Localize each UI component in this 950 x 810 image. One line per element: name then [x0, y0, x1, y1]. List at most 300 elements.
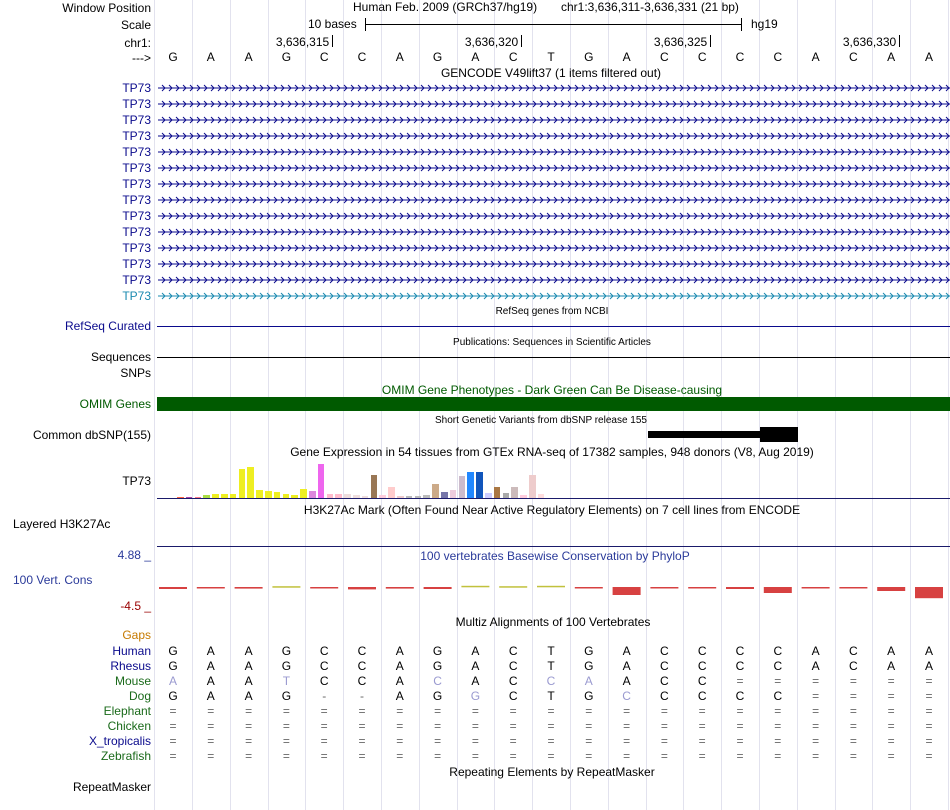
alignment-base: C — [660, 674, 669, 688]
gaps-label: Gaps — [122, 628, 151, 642]
gencode-transcript-label[interactable]: TP73 — [122, 81, 151, 95]
alignment-base: C — [319, 659, 329, 673]
gencode-transcript-label[interactable]: TP73 — [122, 113, 151, 127]
coordinate-tick — [332, 35, 333, 47]
coordinate-tick — [521, 35, 522, 47]
reference-base: C — [660, 50, 669, 64]
common-dbsnp-label[interactable]: Common dbSNP(155) — [32, 428, 151, 442]
scale-label: Scale — [120, 18, 151, 32]
alignment-base: C — [357, 644, 367, 658]
alignment-base: C — [773, 689, 783, 703]
alignment-base: = — [509, 704, 517, 718]
conservation-score-mark[interactable] — [461, 586, 489, 588]
conservation-min-label: -4.5 _ — [120, 599, 151, 613]
reference-base: G — [584, 50, 594, 64]
strand-arrows — [158, 227, 950, 237]
conservation-max-label: 4.88 _ — [117, 548, 151, 562]
alignment-base: T — [282, 674, 291, 688]
gtex-title: Gene Expression in 54 tissues from GTEx RNA-seq of 17382 samples, 948 donors (V8, Aug 2019) — [290, 445, 814, 459]
gencode-transcript-label[interactable]: TP73 — [122, 145, 151, 159]
conservation-score-mark[interactable] — [310, 587, 338, 589]
alignment-base: = — [774, 704, 782, 718]
alignment-base: = — [887, 704, 895, 718]
alignment-base: G — [470, 689, 481, 703]
conservation-score-mark[interactable] — [348, 587, 376, 589]
alignment-base: = — [358, 704, 366, 718]
alignment-base: C — [357, 659, 367, 673]
dbsnp-variant-thin[interactable] — [648, 431, 761, 438]
alignment-base: C — [849, 644, 858, 658]
coordinate-tick — [710, 35, 711, 47]
alignment-base: A — [395, 659, 404, 673]
conservation-score-mark[interactable] — [537, 586, 565, 588]
strand-arrows — [158, 211, 950, 221]
gencode-transcript[interactable] — [158, 243, 950, 253]
reference-base: C — [697, 50, 707, 64]
alignment-base: = — [849, 719, 857, 733]
alignment-base: = — [320, 719, 328, 733]
gtex-tissue-bar[interactable] — [239, 469, 246, 498]
omim-genes-label[interactable]: OMIM Genes — [79, 397, 151, 411]
position-readout: chr1:3,636,311-3,636,331 (21 bp) — [561, 0, 739, 14]
species-label[interactable]: Chicken — [107, 719, 151, 733]
conservation-score-mark[interactable] — [915, 587, 943, 598]
alignment-base: A — [206, 659, 215, 673]
alignment-base: = — [887, 689, 895, 703]
conservation-score-mark[interactable] — [650, 587, 678, 589]
reference-base: C — [357, 50, 367, 64]
gencode-transcript[interactable] — [158, 131, 950, 141]
alignment-base: = — [169, 719, 177, 733]
alignment-base: = — [434, 704, 442, 718]
alignment-base: = — [698, 749, 706, 763]
gtex-tissue-bar[interactable] — [247, 467, 254, 498]
dbsnp-title: Short Genetic Variants from dbSNP release 155 — [435, 415, 647, 426]
strand-arrows — [158, 291, 950, 301]
strand-arrows — [158, 163, 950, 173]
gencode-transcript-label[interactable]: TP73 — [122, 209, 151, 223]
conservation-score-mark[interactable] — [613, 587, 641, 595]
alignment-base: = — [245, 704, 253, 718]
alignment-base: C — [735, 644, 745, 658]
strand-arrows — [158, 147, 950, 157]
alignment-base: = — [623, 749, 631, 763]
alignment-base: A — [395, 689, 404, 703]
alignment-base: C — [508, 689, 518, 703]
reference-base: A — [924, 50, 933, 64]
gencode-transcript[interactable] — [158, 227, 950, 237]
gencode-transcript-label[interactable]: TP73 — [122, 241, 151, 255]
alignment-base: G — [281, 689, 292, 703]
alignment-base: = — [434, 734, 442, 748]
alignment-base: A — [244, 689, 253, 703]
alignment-base: G — [281, 659, 292, 673]
strand-arrow-path — [158, 197, 950, 203]
alignment-base: = — [849, 674, 857, 688]
scale-bar-left-cap — [365, 18, 366, 31]
publications-line — [157, 357, 950, 358]
alignment-base: C — [773, 659, 783, 673]
gencode-transcript-label[interactable]: TP73 — [122, 129, 151, 143]
alignment-base: G — [584, 644, 594, 658]
coordinate-label: 3,636,320 — [464, 35, 519, 49]
alignment-base: G — [584, 689, 594, 703]
chr-label: chr1: — [124, 36, 151, 50]
conservation-plot[interactable] — [155, 562, 950, 612]
alignment-base: G — [281, 644, 292, 658]
alignment-base: = — [358, 734, 366, 748]
alignment-base: = — [849, 749, 857, 763]
gtex-tissue-bar[interactable] — [494, 487, 501, 498]
alignment-base: = — [774, 719, 782, 733]
gencode-transcript-label[interactable]: TP73 — [122, 257, 151, 271]
scale-text: 10 bases — [308, 17, 357, 31]
conservation-title: 100 vertebrates Basewise Conservation by PhyloP — [420, 549, 690, 563]
alignment-base: = — [434, 749, 442, 763]
alignment-base: C — [433, 674, 442, 688]
strand-arrow-path — [158, 181, 950, 187]
track-image-panel[interactable] — [155, 0, 950, 810]
reference-base: G — [432, 50, 443, 64]
conservation-score-mark[interactable] — [197, 587, 225, 589]
alignment-base: = — [320, 749, 328, 763]
alignment-base: C — [697, 644, 707, 658]
gencode-transcript[interactable] — [158, 163, 950, 173]
sequences-label[interactable]: Sequences — [90, 350, 151, 364]
alignment-base: A — [471, 674, 480, 688]
gtex-tissue-bar[interactable] — [388, 487, 395, 498]
conservation-score-mark[interactable] — [424, 587, 452, 589]
alignment-base: C — [357, 674, 367, 688]
conservation-score-mark[interactable] — [575, 587, 603, 589]
conservation-score-mark[interactable] — [386, 587, 414, 589]
alignment-base: = — [245, 749, 253, 763]
strand-arrows — [158, 115, 950, 125]
h3k27ac-label[interactable]: Layered H3K27Ac — [13, 517, 111, 531]
repeatmasker-label[interactable]: RepeatMasker — [72, 780, 151, 794]
assembly-title: Human Feb. 2009 (GRCh37/hg19) — [353, 0, 538, 14]
alignment-base: = — [812, 674, 820, 688]
gtex-tissue-bar[interactable] — [265, 491, 272, 498]
conservation-score-mark[interactable] — [159, 587, 187, 589]
alignment-base: = — [547, 704, 555, 718]
species-label[interactable]: Human — [112, 644, 151, 658]
alignment-base: = — [434, 719, 442, 733]
species-label[interactable]: Elephant — [103, 704, 151, 718]
coordinate-label: 3,636,325 — [653, 35, 708, 49]
refseq-curated-label[interactable]: RefSeq Curated — [64, 319, 151, 333]
scale-bar — [365, 24, 741, 25]
alignment-base: - — [322, 689, 327, 703]
alignment-base: C — [660, 644, 669, 658]
gtex-tissue-bar[interactable] — [459, 476, 466, 498]
dbsnp-variant-thick[interactable] — [760, 427, 798, 442]
strand-arrows — [158, 275, 950, 285]
alignment-base: = — [471, 749, 479, 763]
gencode-title: GENCODE V49lift37 (1 items filtered out) — [440, 66, 662, 80]
refseq-title: RefSeq genes from NCBI — [495, 306, 609, 317]
alignment-base: = — [660, 704, 668, 718]
alignment-base: G — [432, 689, 443, 703]
gencode-transcript[interactable] — [158, 259, 950, 269]
alignment-base: C — [697, 674, 707, 688]
alignment-base: A — [244, 659, 253, 673]
alignment-base: A — [584, 674, 593, 688]
alignment-base: = — [774, 749, 782, 763]
gtex-tissue-bar[interactable] — [511, 487, 518, 498]
alignment-base: A — [206, 644, 215, 658]
strand-arrow-path — [158, 229, 950, 235]
alignment-base: G — [432, 644, 443, 658]
gtex-tissue-bar[interactable] — [450, 490, 457, 498]
alignment-base: = — [471, 704, 479, 718]
alignment-base: = — [698, 719, 706, 733]
alignment-base: = — [660, 719, 668, 733]
alignment-base: = — [358, 719, 366, 733]
strand-arrow-path — [158, 133, 950, 139]
gtex-tissue-bar[interactable] — [300, 489, 307, 498]
alignment-base: = — [509, 734, 517, 748]
alignment-base: = — [169, 734, 177, 748]
omim-title: OMIM Gene Phenotypes - Dark Green Can Be Disease-causing — [381, 383, 723, 397]
strand-arrow-path — [158, 213, 950, 219]
alignment-base: = — [812, 749, 820, 763]
reference-base: A — [395, 50, 404, 64]
reference-base: C — [508, 50, 518, 64]
conservation-score-mark[interactable] — [499, 586, 527, 588]
alignment-base: G — [168, 644, 178, 658]
alignment-base: = — [282, 704, 290, 718]
alignment-base: = — [887, 734, 895, 748]
alignment-base: = — [207, 734, 215, 748]
alignment-base: = — [169, 749, 177, 763]
snps-label[interactable]: SNPs — [120, 366, 151, 380]
alignment-base: = — [207, 704, 215, 718]
gencode-transcript[interactable] — [158, 115, 950, 125]
alignment-base: = — [736, 674, 744, 688]
alignment-base: C — [622, 689, 631, 703]
publications-title: Publications: Sequences in Scientific Articles — [453, 337, 651, 348]
reference-base: C — [735, 50, 745, 64]
gencode-transcript[interactable] — [158, 83, 950, 93]
gencode-transcript[interactable] — [158, 275, 950, 285]
gtex-tissue-bar[interactable] — [309, 491, 316, 498]
alignment-base: A — [471, 659, 480, 673]
strand-arrow-path — [158, 261, 950, 267]
alignment-base: = — [736, 704, 744, 718]
species-label[interactable]: Rhesus — [110, 659, 151, 673]
strand-arrows — [158, 131, 950, 141]
alignment-base: = — [585, 734, 593, 748]
alignment-base: = — [282, 734, 290, 748]
reference-base: C — [319, 50, 329, 64]
strand-arrow-path — [158, 101, 950, 107]
alignment-base: C — [319, 674, 329, 688]
alignment-base: = — [245, 719, 253, 733]
alignment-base: = — [585, 719, 593, 733]
alignment-base: = — [660, 734, 668, 748]
scale-bar-right-cap — [741, 18, 742, 31]
alignment-base: T — [547, 659, 555, 673]
strand-arrow-path — [158, 245, 950, 251]
alignment-base: = — [925, 689, 933, 703]
alignment-base: = — [812, 719, 820, 733]
reference-base: G — [168, 50, 178, 64]
alignment-base: = — [509, 719, 517, 733]
alignment-base: C — [697, 659, 707, 673]
gencode-transcript[interactable] — [158, 211, 950, 221]
alignment-base: = — [358, 749, 366, 763]
h3k27ac-title: H3K27Ac Mark (Often Found Near Active Regulatory Elements) on 7 cell lines from ENCODE — [303, 503, 801, 517]
window-position-label: Window Position — [62, 1, 151, 15]
gtex-chart[interactable] — [157, 460, 950, 498]
alignment-base: C — [660, 689, 669, 703]
alignment-base: = — [736, 719, 744, 733]
alignment-base: = — [736, 734, 744, 748]
alignment-base: = — [396, 734, 404, 748]
alignment-base: A — [811, 659, 820, 673]
alignment-base: A — [622, 644, 631, 658]
alignment-base: A — [887, 659, 896, 673]
alignment-base: = — [887, 674, 895, 688]
alignment-base: = — [925, 749, 933, 763]
gencode-transcript-label[interactable]: TP73 — [122, 225, 151, 239]
reference-base: G — [281, 50, 292, 64]
gtex-gene-label[interactable]: TP73 — [122, 474, 151, 488]
alignment-base: C — [660, 659, 669, 673]
gencode-transcript[interactable] — [158, 291, 950, 301]
coordinate-tick — [899, 35, 900, 47]
conservation-score-mark[interactable] — [688, 587, 716, 589]
alignment-base: A — [395, 644, 404, 658]
strand-arrow-path — [158, 149, 950, 155]
reference-base: C — [773, 50, 783, 64]
species-label[interactable]: X_tropicalis — [88, 734, 151, 748]
alignment-base: = — [774, 734, 782, 748]
strand-arrow-path — [158, 293, 950, 299]
grid-line — [154, 0, 155, 810]
alignment-base: = — [736, 749, 744, 763]
h3k27ac-baseline — [157, 546, 950, 547]
species-label[interactable]: Dog — [128, 689, 151, 703]
coordinate-label: 3,636,315 — [275, 35, 330, 49]
species-label[interactable]: Zebrafish — [100, 749, 151, 763]
reference-base: A — [887, 50, 896, 64]
alignment-base: = — [887, 749, 895, 763]
alignment-base: - — [360, 689, 364, 703]
gencode-transcript-label[interactable]: TP73 — [122, 289, 151, 303]
gtex-tissue-bar[interactable] — [256, 490, 263, 498]
conservation-score-mark[interactable] — [764, 587, 792, 593]
gtex-tissue-bar[interactable] — [371, 475, 378, 498]
alignment-base: C — [735, 659, 745, 673]
gtex-tissue-bar[interactable] — [467, 472, 474, 498]
gencode-transcript[interactable] — [158, 179, 950, 189]
refseq-line — [157, 326, 950, 327]
alignment-base: = — [471, 734, 479, 748]
reference-base: A — [811, 50, 820, 64]
reference-base: A — [622, 50, 631, 64]
alignment-base: A — [622, 659, 631, 673]
species-label[interactable]: Mouse — [114, 674, 151, 688]
reference-base: A — [244, 50, 253, 64]
conservation-label[interactable]: 100 Vert. Cons — [13, 573, 93, 587]
repeatmasker-title: Repeating Elements by RepeatMasker — [449, 765, 655, 779]
strand-arrow-path — [158, 85, 950, 91]
alignment-base: A — [395, 674, 404, 688]
alignment-base: = — [812, 689, 820, 703]
alignment-base: = — [812, 734, 820, 748]
conservation-score-mark[interactable] — [726, 587, 754, 589]
strand-arrows — [158, 179, 950, 189]
reference-base: T — [547, 50, 555, 64]
alignment-base: A — [811, 644, 820, 658]
alignment-base: = — [849, 734, 857, 748]
gencode-transcript-label[interactable]: TP73 — [122, 161, 151, 175]
conservation-score-mark[interactable] — [877, 587, 905, 591]
gtex-baseline — [157, 498, 950, 499]
strand-arrow-path — [158, 165, 950, 171]
reference-base: A — [206, 50, 215, 64]
alignment-base: C — [773, 644, 783, 658]
gtex-tissue-bar[interactable] — [318, 464, 325, 498]
alignment-base: C — [849, 659, 858, 673]
conservation-score-mark[interactable] — [802, 587, 830, 589]
alignment-base: A — [206, 674, 215, 688]
strand-arrow-path — [158, 277, 950, 283]
alignment-base: = — [925, 674, 933, 688]
alignment-base: = — [812, 704, 820, 718]
conservation-score-mark[interactable] — [235, 587, 263, 589]
alignment-base: G — [432, 659, 443, 673]
alignment-base: = — [282, 749, 290, 763]
gtex-tissue-bar[interactable] — [432, 484, 439, 498]
omim-feature-bar[interactable] — [157, 397, 950, 411]
gtex-tissue-bar[interactable] — [529, 475, 536, 498]
gencode-transcript[interactable] — [158, 147, 950, 157]
alignment-base: C — [319, 644, 329, 658]
alignment-base: = — [509, 749, 517, 763]
strand-arrows — [158, 195, 950, 205]
gtex-tissue-bar[interactable] — [476, 472, 483, 498]
alignment-base: C — [546, 674, 556, 688]
gencode-transcript-label[interactable]: TP73 — [122, 97, 151, 111]
alignment-base: A — [924, 659, 933, 673]
strand-arrows — [158, 99, 950, 109]
alignment-base: = — [547, 749, 555, 763]
alignment-base: = — [623, 719, 631, 733]
conservation-score-mark[interactable] — [272, 586, 300, 588]
gencode-transcript[interactable] — [158, 99, 950, 109]
alignment-base: = — [282, 719, 290, 733]
coordinate-label: 3,636,330 — [842, 35, 897, 49]
gencode-transcript-label[interactable]: TP73 — [122, 193, 151, 207]
gencode-transcript-label[interactable]: TP73 — [122, 177, 151, 191]
alignment-base: T — [547, 644, 555, 658]
alignment-base: = — [623, 704, 631, 718]
alignment-base: C — [508, 659, 518, 673]
alignment-base: A — [206, 689, 215, 703]
alignment-base: A — [244, 674, 253, 688]
conservation-score-mark[interactable] — [839, 587, 867, 589]
gencode-transcript-label[interactable]: TP73 — [122, 273, 151, 287]
alignment-base: = — [547, 719, 555, 733]
alignment-base: A — [924, 644, 933, 658]
alignment-base: G — [168, 689, 178, 703]
alignment-base: A — [471, 644, 480, 658]
alignment-base: = — [396, 704, 404, 718]
gencode-transcript[interactable] — [158, 195, 950, 205]
